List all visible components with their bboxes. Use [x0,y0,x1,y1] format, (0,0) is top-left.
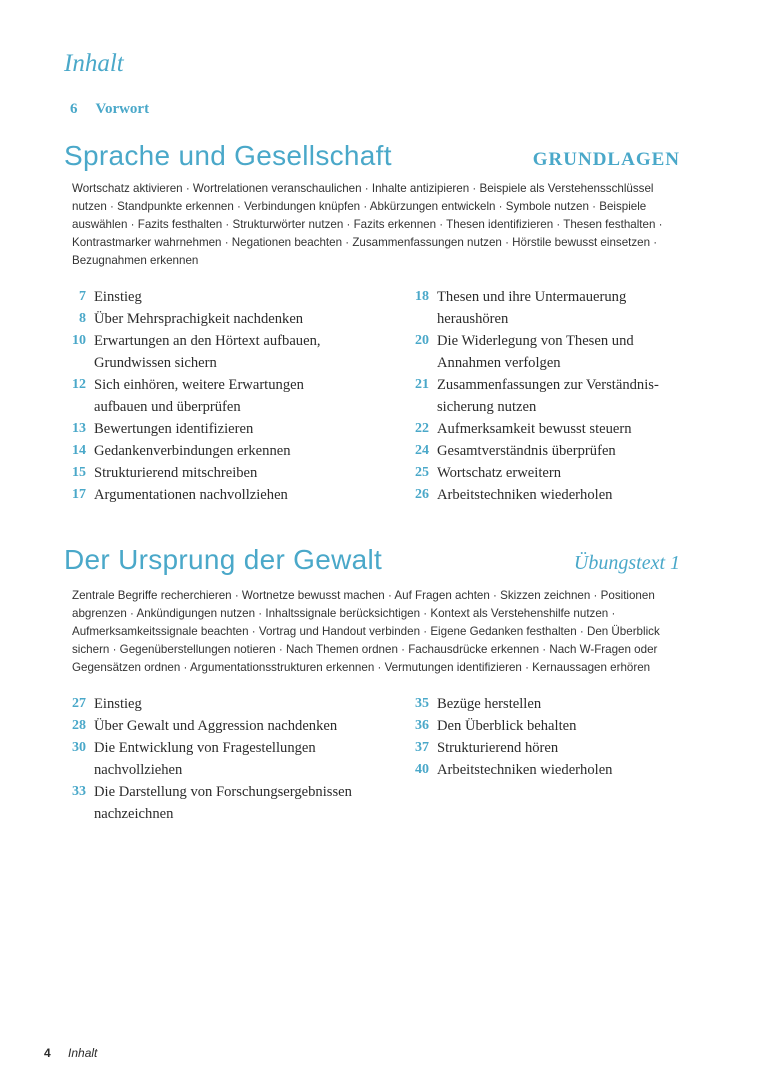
toc-entry-label: Die Darstellung von Forschungsergebnissen nachzeichnen [94,784,352,822]
section-header-2 [64,544,680,580]
toc-entry-label: Zusammenfassungen zur Verständnissicherung nutzen [437,377,659,415]
toc-column-left [58,693,358,825]
toc-entry[interactable] [58,418,358,440]
toc-entry-label: Arbeitstechniken wiederholen [437,487,613,503]
toc-entry-vorwort[interactable] [70,101,149,118]
toc-column-left [58,286,358,506]
toc-entry[interactable] [58,440,358,462]
toc-page-number: 33 [72,784,86,799]
toc-entry-label: Argumentationen nachvollziehen [94,487,288,503]
toc-entry[interactable] [401,440,691,462]
toc-entry[interactable] [58,781,358,825]
toc-page-number: 30 [72,740,86,755]
toc-entry-label: Den Überblick behalten [437,718,577,734]
toc-entry-label: Die Entwicklung von Fragestellungen nachvollziehen [94,740,316,778]
toc-page-number: 12 [72,377,86,392]
toc-entry-label: Einstieg [94,289,142,305]
toc-entry-label: Einstieg [94,696,142,712]
toc-page-number: 40 [415,762,429,777]
toc-entry[interactable] [58,737,358,781]
section-tag: Übungstext 1 [573,552,680,574]
toc-page-number: 25 [415,465,429,480]
toc-entry-label: Vorwort [95,101,150,117]
toc-entry[interactable] [401,286,691,330]
section-skills: Wortschatz aktivieren · Wortrelationen veranschaulichen · Inhalte antizipieren · Beispiele als Verstehensschlüssel nutzen · Standpunkte erkennen · Verbindungen knüpfen · Abkürzungen entwickeln · Symbole nutzen · Beispiele auswählen · Fazits festhalten · Strukturwörter nutzen · Fazits erkennen · Thesen identifizieren · Thesen festhalten · Kontrastmarker wahrnehmen · Negationen beachten · Zusammenfassungen nutzen · Hörstile bewusst einsetzen · Bezugnahmen erkennen [72,182,663,267]
toc-page-number: 6 [70,101,78,117]
toc-entry[interactable] [401,737,691,759]
section-title: Sprache und Gesellschaft [64,140,392,171]
toc-entry-label: Arbeitstechniken wiederholen [437,762,613,778]
toc-entry[interactable] [401,418,691,440]
toc-page-number: 28 [72,718,86,733]
toc-entry[interactable] [401,693,691,715]
toc-page-number: 36 [415,718,429,733]
page-number: 4 [44,1046,51,1060]
toc-entry-label: Gedankenverbindungen erkennen [94,443,291,459]
toc-page-number: 8 [79,311,86,326]
toc-entry-label: Strukturierend hören [437,740,559,756]
toc-page-number: 15 [72,465,86,480]
toc-entry-label: Über Mehrsprachigkeit nachdenken [94,311,304,327]
footer-label: Inhalt [68,1046,98,1060]
toc-entry[interactable] [58,715,358,737]
page-title: Inhalt [64,50,124,77]
section-skills: Zentrale Begriffe recherchieren · Wortnetze bewusst machen · Auf Fragen achten · Skizzen zeichnen · Positionen abgrenzen · Ankündigungen nutzen · Inhaltssignale berücksichtigen · Kontext als Verstehenshilfe nutzen · Aufmerksamkeitssignale beachten · Vortrag und Handout verbinden · Eigene Gedanken festhalten · Den Überblick sichern · Gegenüberstellungen notieren · Nach Themen ordnen · Fachausdrücke erkennen · Nach W-Fragen oder Gegensätzen ordnen · Argumentationsstrukturen erkennen · Vermutungen identifizieren · Kernaussagen erhören [72,589,660,674]
toc-column-right [401,693,691,781]
page-footer [44,1046,97,1060]
toc-entry-label: Gesamtverständnis überprüfen [437,443,616,459]
toc-entry-label: Wortschatz erweitern [437,465,562,481]
toc-page-number: 14 [72,443,86,458]
section-title: Der Ursprung der Gewalt [64,544,383,575]
section-header-1 [64,140,680,176]
toc-entry[interactable] [401,715,691,737]
toc-entry[interactable] [58,330,358,374]
toc-page-number: 26 [415,487,429,502]
toc-entry-label: Strukturierend mitschreiben [94,465,258,481]
toc-page-number: 22 [415,421,429,436]
toc-page-number: 20 [415,333,429,348]
toc-entry-label: Thesen und ihre Untermauerung heraushören [437,289,627,327]
toc-entry[interactable] [401,330,691,374]
toc-page-number: 18 [415,289,429,304]
toc-entry-label: Sich einhören, weitere Erwartungen aufbauen und überprüfen [94,377,304,415]
toc-page-number: 21 [415,377,429,392]
toc-entry-label: Bewertungen identifizieren [94,421,254,437]
toc-entry[interactable] [58,693,358,715]
toc-column-right [401,286,691,506]
toc-entry-label: Bezüge herstellen [437,696,542,712]
toc-page-number: 37 [415,740,429,755]
toc-entry[interactable] [58,484,358,506]
toc-entry[interactable] [401,462,691,484]
toc-page-number: 7 [79,289,86,304]
toc-page-number: 17 [72,487,86,502]
toc-page-number: 24 [415,443,429,458]
toc-entry[interactable] [401,484,691,506]
section-tag: GRUNDLAGEN [532,149,680,170]
toc-page-number: 10 [72,333,86,348]
toc-entry[interactable] [401,374,691,418]
toc-page-number: 13 [72,421,86,436]
toc-entry[interactable] [58,374,358,418]
toc-entry-label: Aufmerksamkeit bewusst steuern [437,421,632,437]
toc-page-number: 27 [72,696,86,711]
toc-entry[interactable] [58,286,358,308]
toc-entry-label: Über Gewalt und Aggression nachdenken [94,718,338,734]
toc-entry[interactable] [58,462,358,484]
toc-entry[interactable] [58,308,358,330]
toc-entry[interactable] [401,759,691,781]
toc-page-number: 35 [415,696,429,711]
toc-entry-label: Die Widerlegung von Thesen und Annahmen verfolgen [437,333,634,371]
toc-entry-label: Erwartungen an den Hörtext aufbauen, Grundwissen sichern [94,333,321,371]
